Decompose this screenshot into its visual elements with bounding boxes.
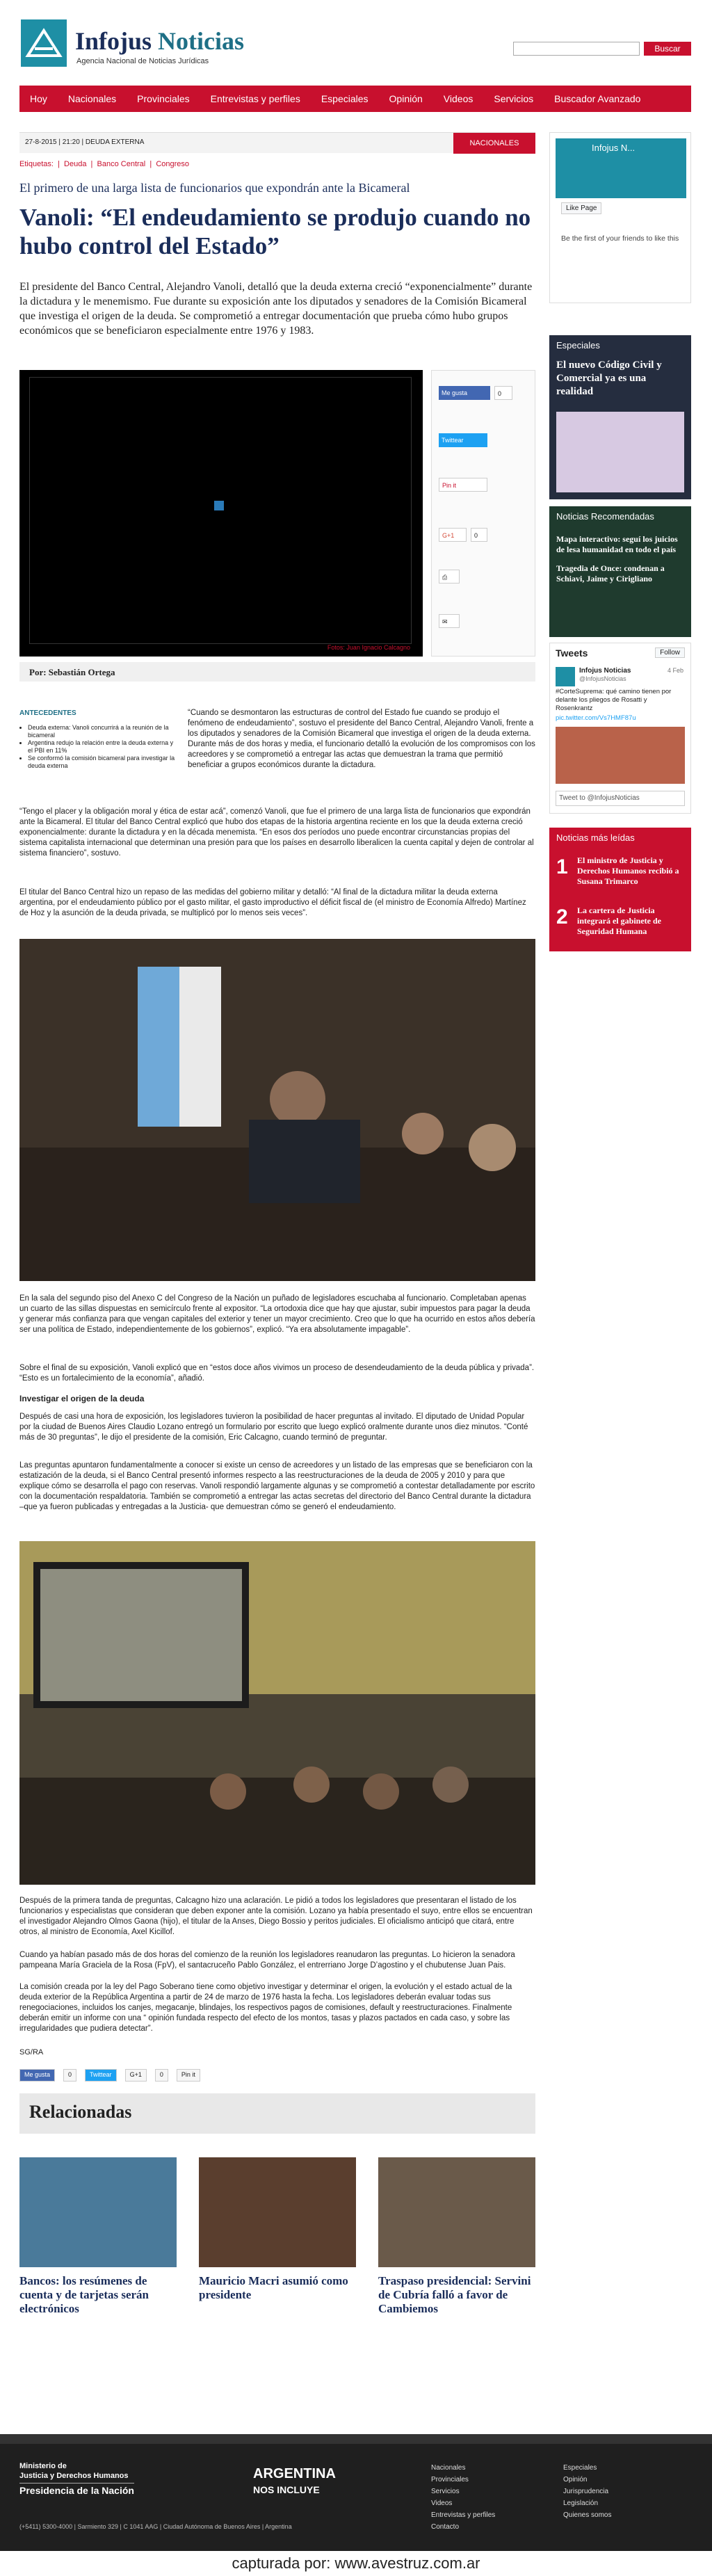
paragraph: Después de casi una hora de exposición, los legisladores tuvieron la posibilidad de hacer preguntas al invitado. El diputado de Unidad Popular por la ciudad de Buenos Aires Claudio Lozano entregó un formulario por escrito que luego explicó oralmente durante unos diez minutos. “Conté más de 30 preguntas”, le dijo el presidente de la comisión, Eric Calcagno, cuando terminó de preguntar. — [19, 1412, 528, 1442]
ministry-line: Ministerio de — [19, 2462, 67, 2470]
antecedentes-box — [19, 709, 179, 770]
gplus-count: 0 — [155, 2069, 168, 2082]
most-read-rank: 2 — [556, 905, 568, 928]
antecedentes-title: ANTECEDENTES — [19, 709, 76, 717]
video-player[interactable] — [19, 370, 423, 657]
most-read-link[interactable]: El ministro de Justicia y Derechos Humanos recibió a Susana Trimarco — [577, 855, 679, 886]
related-card[interactable] — [378, 2157, 535, 2316]
antecedente-link[interactable]: • Deuda externa: Vanoli concurrirá a la reunión de la bicameral — [28, 724, 179, 739]
especiales-heading: Especiales — [556, 340, 600, 351]
tag-banco-central[interactable]: Banco Central — [97, 160, 146, 168]
related-section — [19, 2093, 535, 2469]
footer-stripe — [0, 2434, 712, 2444]
paragraph: Cuando ya habían pasado más de dos horas del comienzo de la reunión los legisladores reanudaron las preguntas. Lo hicieron la senadora pampeana María Graciela de la Rosa (FpV), el santacruceño Pablo González, el entrerriano Jorge D’agostino y el chubutense Juan Pais. — [19, 1951, 515, 1970]
nav-videos[interactable]: Videos — [443, 93, 474, 104]
recommended-heading: Noticias Recomendadas — [556, 511, 654, 522]
header — [0, 0, 712, 83]
tweet-button[interactable]: Twittear — [85, 2069, 117, 2082]
paragraph: Las preguntas apuntaron fundamentalmente a conocer si existe un censo de acreedores y un listado de las empresas que se beneficiaron con la estatización de la deuda, si el Banco Central presentó informes respecto a las reestructuraciones de la deuda de 2005 y 2010 y para que explique cómo se desarrolla el pago con reservas. Vanoli respondió largamente algunas y se comprometió a contestar detalladamente por escrito con la documentación respaldatoria. También se comprometió a entregar las actas secretas del directorio del Banco Central durante la dictadura –que ya fueron publicadas y entregadas a la Justicia- que demuestran cómo se generó el endeudamiento. — [19, 1461, 535, 1511]
twitter-follow-button[interactable]: Follow — [655, 647, 685, 658]
facebook-widget — [549, 132, 691, 303]
footer-link[interactable]: Quienes somos — [563, 2511, 612, 2519]
meta-text: 27-8-2015 | 21:20 | DEUDA EXTERNA — [25, 138, 145, 146]
antecedente-link[interactable]: • Argentina redujo la relación entre la deuda externa y el PBI en 11% — [28, 739, 179, 755]
pin-button[interactable]: Pin it — [177, 2069, 200, 2082]
fb-like-button[interactable]: Me gusta — [439, 386, 490, 400]
gplus-button[interactable]: G+1 — [125, 2069, 147, 2082]
twitter-widget — [549, 643, 691, 814]
section-badge[interactable]: NACIONALES — [453, 133, 535, 154]
tags-label: Etiquetas: — [19, 160, 54, 168]
especiales-box — [549, 335, 691, 499]
recommended-link[interactable]: Mapa interactivo: seguí los juicios de lesa humanidad en todo el país — [556, 534, 678, 554]
email-icon[interactable]: ✉ — [439, 614, 460, 628]
related-title: Relacionadas — [19, 2093, 535, 2134]
most-read-box — [549, 828, 691, 951]
pin-button[interactable]: Pin it — [439, 478, 487, 492]
photo-vanoli — [19, 939, 535, 1281]
especiales-image[interactable] — [556, 412, 684, 492]
author-byline: Por: Sebastián Ortega — [19, 662, 535, 682]
especiales-link[interactable]: El nuevo Código Civil y Comercial ya es una realidad — [556, 360, 662, 397]
footer-link[interactable]: Provinciales — [431, 2476, 469, 2484]
print-icon[interactable]: ⎙ — [439, 570, 460, 583]
tweet-author[interactable]: Infojus Noticias — [579, 667, 631, 675]
nav-entrevistas[interactable]: Entrevistas y perfiles — [210, 93, 300, 104]
paragraph: El titular del Banco Central hizo un repaso de las medidas del gobierno militar y detalló: “Al final de la dictadura militar la deuda externa argentina, por el endeudamiento público por el gasto militar, el gasto improductivo el déficit fiscal de (el ministro de Economía Alfredo) Martínez de Hoz y la asunción de la deuda privada, se multiplicó por lo menos seis veces”. — [19, 888, 526, 917]
related-image[interactable] — [19, 2157, 177, 2267]
related-headline[interactable]: Traspaso presidencial: Servini de Cubría falló a favor de Cambiemos — [378, 2274, 531, 2315]
share-sidebar — [431, 370, 535, 657]
paragraph: “Cuando se desmontaron las estructuras de control del Estado fue cuando se produjo el fenómeno de endeudamiento”, sostuvo el presidente del Banco Central, Alejandro Vanoli, frente a los diputados y senadores de la Comisión Bicameral que investiga el origen de la deuda externa. Durante más de dos horas y media, el funcionario detalló la evolución de los compromisos con los acreedores y se comprometió a entregar las actas que demuestran la trama que permitió beneficiar a grupos económicos durante la dictadura. — [188, 709, 535, 769]
nav-buscador[interactable]: Buscador Avanzado — [554, 93, 641, 104]
signature: SG/RA — [19, 2048, 44, 2056]
footer-link[interactable]: Contacto — [431, 2523, 460, 2531]
most-read-rank: 1 — [556, 855, 568, 878]
main-nav — [19, 86, 691, 112]
tweet-image[interactable] — [556, 727, 685, 784]
logo-icon — [21, 19, 67, 67]
footer-link[interactable]: Entrevistas y perfiles — [431, 2511, 496, 2519]
arg-logo-line: ARGENTINA — [253, 2466, 336, 2481]
tweet-to-input[interactable]: Tweet to @InfojusNoticias — [556, 791, 685, 806]
fb-like-count: 0 — [63, 2069, 76, 2082]
share-bar — [19, 2069, 535, 2084]
gplus-count: 0 — [471, 528, 487, 542]
nav-provinciales[interactable]: Provinciales — [137, 93, 190, 104]
paragraph: Después de la primera tanda de preguntas, Calcagno hizo una aclaración. Le pidió a todos los legisladores que presentaran el listado de los funcionarios y especialistas que consideran que deben exponer ante la comisión. Lozano ya había presentado el suyo, entre ellos se encuentran el investigador Alejandro Olmos Gaona (hijo), el titular de la Anses, Diego Bossio y peritos judiciales. El oficialismo anticipó que citará, entre otros, al ministro de Economía, Axel Kicillof. — [19, 1897, 533, 1936]
nav-nacionales[interactable]: Nacionales — [67, 93, 117, 104]
related-headline[interactable]: Mauricio Macri asumió como presidente — [199, 2274, 348, 2301]
video-credit: Fotos: Juan Ignacio Calcagno — [327, 644, 410, 651]
search-button[interactable]: Buscar — [644, 42, 691, 56]
recommended-link[interactable]: Tragedia de Once: condenan a Schiavi, Jaime y Cirigliano — [556, 563, 665, 583]
footer-links — [431, 2462, 495, 2533]
paragraph: En la sala del segundo piso del Anexo C del Congreso de la Nación un puñado de legisladores escuchaba al funcionario. Completaban apenas un cuarto de las sillas dispuestas en semicírculo frente al expositor. “La ortodoxia dice que hay que ajustar, subir impuestos para pagar la deuda y generar más confianza para que vengan capitales del exterior y tener un mayor crecimiento. Creo que lo que ha ocurrido en estos años debería ser una política de Estado, independientemente de los gobiernos”, explicó. “Ya era absolutamente impagable”. — [19, 1294, 535, 1334]
ministry-line: Justicia y Derechos Humanos — [19, 2472, 129, 2480]
paragraph: Sobre el final de su exposición, Vanoli explicó que en “estos doce años vivimos un proceso de desendeudamiento de la deuda pública y privada”. “Esto es un fortalecimiento de la economía”, añadió. — [19, 1364, 535, 1383]
footer — [0, 2434, 712, 2576]
subhead: Investigar el origen de la deuda — [19, 1394, 145, 1403]
nav-servicios[interactable]: Servicios — [494, 93, 534, 104]
tweets-heading: Tweets — [556, 647, 588, 659]
most-read-heading: Noticias más leídas — [556, 832, 635, 843]
related-image[interactable] — [378, 2157, 535, 2267]
nav-opinion[interactable]: Opinión — [389, 93, 423, 104]
gplus-button[interactable]: G+1 — [439, 528, 467, 542]
related-card[interactable] — [19, 2157, 177, 2316]
related-card[interactable] — [199, 2157, 356, 2302]
footer-link[interactable]: Nacionales — [431, 2464, 466, 2472]
tag-deuda[interactable]: Deuda — [64, 160, 87, 168]
footer-link[interactable]: Legislación — [563, 2499, 599, 2507]
tweet-handle[interactable]: @InfojusNoticias — [579, 675, 626, 682]
nav-hoy[interactable]: Hoy — [30, 93, 47, 104]
fb-like-button[interactable]: Me gusta — [19, 2069, 55, 2082]
fb-like-count: 0 — [494, 386, 512, 400]
fb-text: Be the first of your friends to like this — [561, 234, 679, 243]
related-headline[interactable]: Bancos: los resúmenes de cuenta y de tarjetas serán electrónicos — [19, 2274, 149, 2315]
article-title: Vanoli: “El endeudamiento se produjo cuando no hubo control del Estado” — [19, 204, 531, 259]
footer-address: (+5411) 5300-4000 | Sarmiento 329 | C 1041 AAG | Ciudad Autónoma de Buenos Aires | Argentina — [19, 2523, 292, 2530]
footer-links — [563, 2462, 611, 2521]
tweet-link[interactable]: pic.twitter.com/Vs7HMF87u — [556, 714, 636, 722]
footer-link[interactable]: Servicios — [431, 2488, 460, 2495]
tweet-text: #CorteSuprema: qué camino tienen por delante los pliegos de Rosatti y Rosenkrantz — [556, 688, 672, 712]
tweet-date[interactable]: 4 Feb — [667, 667, 683, 674]
arg-logo-line: NOS INCLUYE — [253, 2484, 320, 2495]
footer-link[interactable]: Especiales — [563, 2464, 597, 2472]
logo-title: Infojus Noticias — [75, 27, 245, 55]
nav-especiales[interactable]: Especiales — [321, 93, 369, 104]
twitter-avatar[interactable] — [556, 667, 575, 686]
related-image[interactable] — [199, 2157, 356, 2267]
logo-subtitle: Agencia Nacional de Noticias Jurídicas — [76, 57, 209, 65]
capture-credit: capturada por: www.avestruz.com.ar — [0, 2551, 712, 2576]
article-meta — [19, 132, 535, 153]
recommended-box — [549, 506, 691, 637]
tweet-button[interactable]: Twittear — [439, 433, 487, 447]
fb-like-page-button[interactable]: Like Page — [561, 202, 601, 214]
search-input[interactable] — [513, 42, 640, 56]
paragraph: La comisión creada por la ley del Pago Soberano tiene como objetivo investigar y determinar el origen, la evolución y el estado actual de la deuda exterior de la República Argentina a partir de 24 de marzo de 1976 hasta la fecha. Los legisladores deberán evaluar todas sus renegociaciones, incluidos los canjes, megacanje, blindajes, los respectivos pagos de comisiones, default y reestructuraciones. Finalmente deberán emitir un informe con una “ opinión fundada respecto del efecto de los montos, tasas y plazos pactados en cada caso, y sobre las irregularidades que pudiera detectar”. — [19, 1983, 512, 2033]
footer-link[interactable]: Opinión — [563, 2476, 588, 2484]
photo-commission — [19, 1541, 535, 1885]
antecedente-link[interactable]: • Se conformó la comisión bicameral para investigar la deuda externa — [28, 755, 179, 770]
fb-page-name[interactable]: Infojus N... — [592, 143, 636, 153]
tags: Etiquetas: | Deuda | Banco Central | Congreso — [19, 160, 190, 168]
site-logo[interactable] — [21, 19, 285, 67]
play-icon[interactable] — [214, 501, 224, 510]
pretitle: El primero de una larga lista de funcionarios que expondrán ante la Bicameral — [19, 181, 410, 195]
footer-link[interactable]: Jurisprudencia — [563, 2488, 609, 2495]
article-lead: El presidente del Banco Central, Alejandro Vanoli, detalló que la deuda externa creció “exponencialmente” durante la dictadura y le menemismo. Fue durante su exposición ante los diputados y senadores de la Comisión Bicameral que investiga el origen de la deuda. Se comprometió a entregar documentación que prueba cómo hubo grupos económicos que se beneficiaron especialmente entre 1976 y 1983. — [19, 281, 533, 337]
most-read-link[interactable]: La cartera de Justicia integrará el gabinete de Seguridad Humana — [577, 905, 661, 936]
paragraph: “Tengo el placer y la obligación moral y ética de estar acá”, comenzó Vanoli, que fue el primero de una larga lista de funcionarios que expondrán ante la Bicameral. El titular del Banco Central explicó que hubo dos etapas de la historia argentina reciente en los que la deuda externa creció exponencialmente: durante la dictadura y en la década menemista. “En esos dos períodos uno puede encontrar circunstancias propias del sistema capitalista internacional que determinan una presión para que los países en desarrollo liberalicen la cuenta capital y dejen de controlar al sistema financiero”, sostuvo. — [19, 807, 534, 858]
ministry-line: Presidencia de la Nación — [19, 2483, 134, 2496]
footer-link[interactable]: Videos — [431, 2499, 453, 2507]
tag-congreso[interactable]: Congreso — [156, 160, 190, 168]
video-frame — [29, 377, 412, 644]
